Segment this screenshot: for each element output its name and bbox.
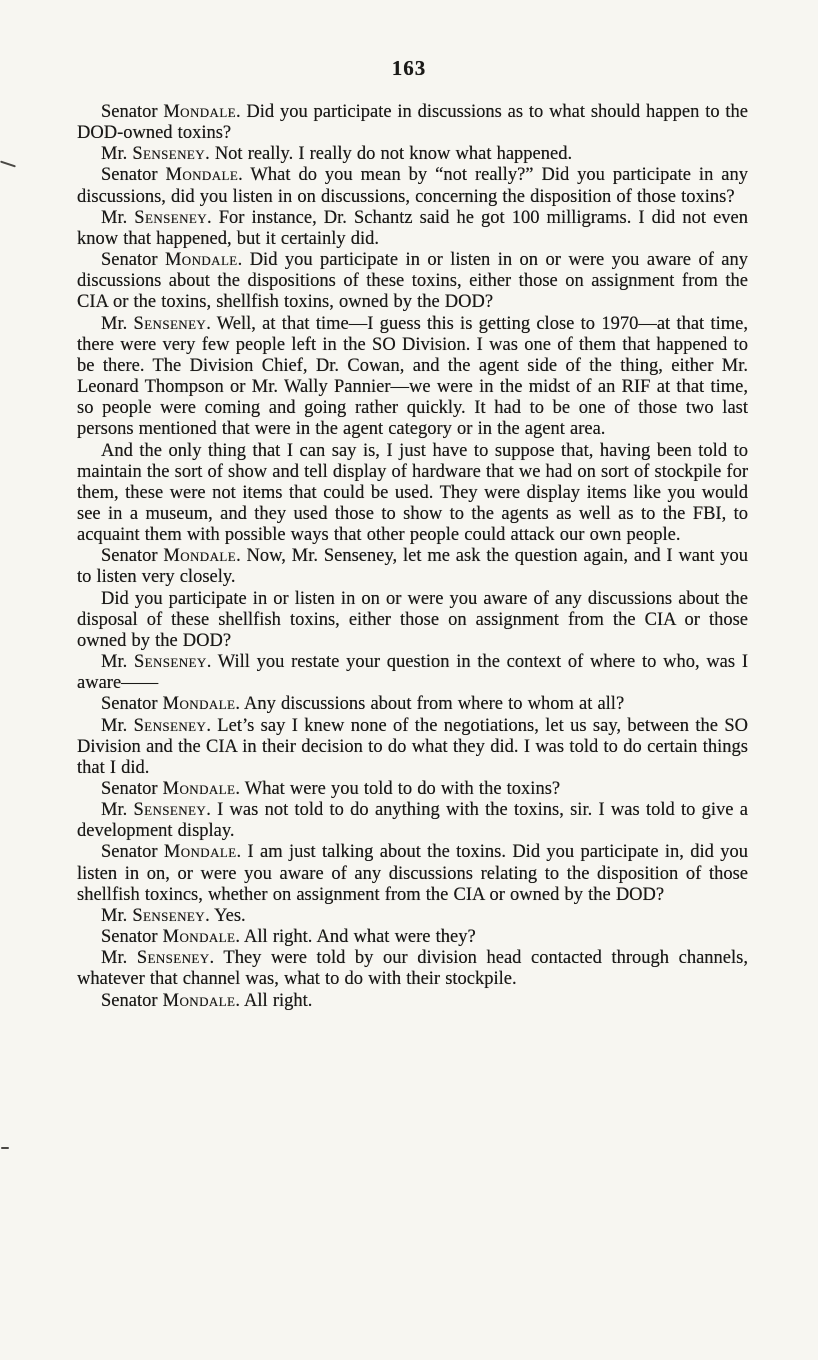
speaker-name: Senseney — [136, 948, 210, 969]
transcript-paragraph: Mr. Senseney. I was not told to do anything with the toxins, sir. I was told to give a development display. — [77, 800, 748, 842]
transcript-paragraph: Mr. Senseney. Will you restate your question in the context of where to who, was I aware—— — [77, 652, 748, 694]
speaker-name: Mondale — [163, 102, 236, 122]
transcript-paragraph: Senator Mondale. Did you participate in or listen in on or were you aware of any discussions about the dispositions of these toxins, either those on assignment from the CIA or the toxins, shellfish toxins, owned by the DOD? — [77, 250, 749, 313]
transcript-paragraph: Senator Mondale. What do you mean by “not really?” Did you participate in any discussions, did you listen in on discussions, concerning the disposition of those toxins? — [77, 165, 748, 207]
transcript-paragraph: And the only thing that I can say is, I just have to suppose that, having been told to maintain the sort of show and tell display of hardware that we had on sort of stockpile for them, these were not items that could be used. They were display items like you would see in a museum, and they used those to show to the agents as well as to the FBI, to acquaint them with possible ways that other people could attack our own people. — [77, 440, 748, 546]
speaker-name: Senseney — [133, 800, 207, 821]
transcript-paragraph: Senator Mondale. Any discussions about from where to whom at all? — [101, 694, 625, 715]
transcript-paragraph: Senator Mondale. Now, Mr. Senseney, let me ask the question again, and I want you to listen very closely. — [77, 546, 749, 588]
transcript-paragraph: Senator Mondale. What were you told to do with the toxins? — [101, 779, 561, 799]
transcript-paragraph: Senator Mondale. All right. And what were they? — [101, 927, 476, 948]
speaker-name: Senseney — [134, 207, 208, 228]
transcript-paragraph: Senator Mondale. I am just talking about the toxins. Did you participate in, did you listen in on, or were you aware of any discussions relating to the disposition of those shellfish toxincs, whether on assignment from the CIA or owned by the DOD? — [77, 842, 748, 905]
speaker-name: Mondale — [165, 165, 239, 186]
speaker-name: Senseney — [133, 715, 207, 736]
speaker-name: Senseney — [133, 652, 207, 673]
page-number: 163 — [391, 56, 427, 80]
speaker-name: Mondale — [163, 546, 237, 567]
scan-artifact — [1, 1147, 9, 1149]
transcript-paragraph: Mr. Senseney. Let’s say I knew none of the negotiations, let us say, between the SO Division and the CIA in their decision to do what they did. I was told to do certain things that I did. — [77, 715, 748, 778]
transcript-paragraph: Senator Mondale. Did you participate in discussions as to what should happen to the DOD-owned toxins? — [77, 102, 748, 144]
scan-artifact — [0, 161, 16, 168]
speaker-name: Mondale — [164, 250, 238, 271]
transcript-paragraph: Mr. Senseney. Well, at that time—I guess this is getting close to 1970—at that time, there were very few people left in the SO Division. I was one of them that happened to be there. The Division Chief, Dr. Cowan, and the agent side of the thing, either Mr. Leonard Thompson or Mr. Wally Pannier—we were in the midst of an RIF at that time, so people were coming and going rather quickly. It had to be one of those two last persons mentioned that were in the agent category or in the agent area. — [77, 313, 748, 440]
speaker-name: Mondale — [162, 779, 236, 799]
speaker-name: Senseney — [133, 313, 207, 334]
speaker-name: Mondale — [162, 927, 236, 948]
speaker-name: Mondale — [162, 694, 236, 715]
speaker-name: Mondale — [162, 990, 236, 1011]
transcript-paragraph: Mr. Senseney. They were told by our division head contacted through channels, whatever that channel was, what to do with their stockpile. — [77, 948, 748, 990]
speaker-name: Senseney — [132, 905, 206, 926]
speaker-name: Senseney — [132, 144, 206, 165]
transcript-paragraph: Mr. Senseney. For instance, Dr. Schantz said he got 100 milligrams. I did not even know that happened, but it certainly did. — [77, 207, 748, 249]
transcript-paragraph: Mr. Senseney. Not really. I really do not know what happened. — [101, 144, 573, 165]
transcript-paragraph: Did you participate in or listen in on or were you aware of any discussions about the disposal of these shellfish toxins, either those on assignment from the CIA or those owned by the DOD? — [77, 588, 748, 651]
transcript — [77, 102, 748, 1012]
transcript-paragraph: Mr. Senseney. Yes. — [101, 905, 246, 926]
transcript-paragraph: Senator Mondale. All right. — [101, 990, 313, 1011]
speaker-name: Mondale — [163, 842, 237, 863]
